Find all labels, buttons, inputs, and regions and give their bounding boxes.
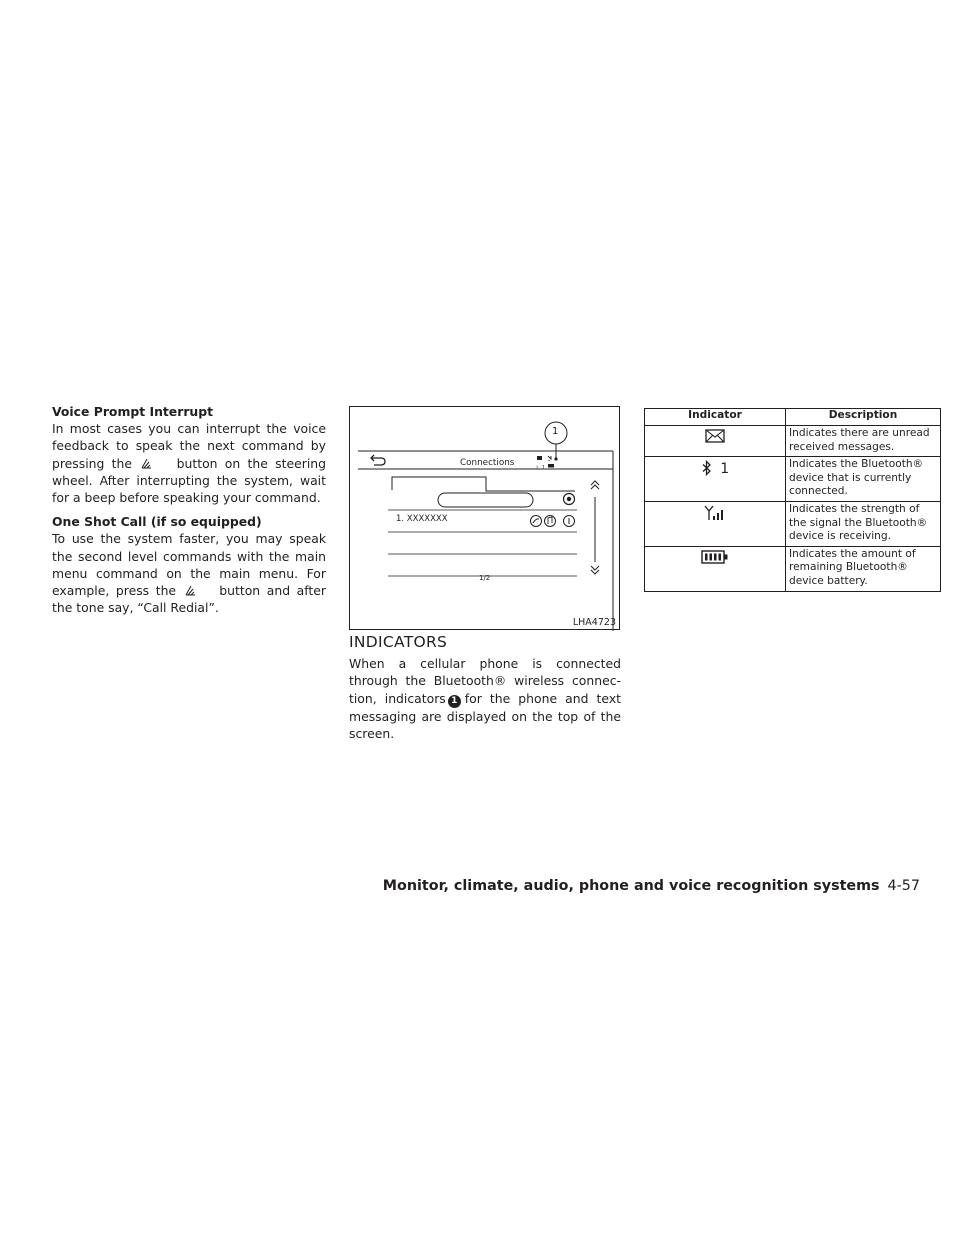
- description-cell: Indicates the strength of the signal the Bluetooth® device is receiving.: [786, 501, 941, 546]
- connections-screen-figure: [349, 406, 620, 630]
- bluetooth-device-number: 1: [720, 461, 730, 478]
- indicator-cell: [645, 426, 786, 457]
- indicator-cell: [645, 501, 786, 546]
- envelope-icon: [705, 429, 725, 443]
- list-item-label: 1. XXXXXXX: [396, 514, 448, 524]
- heading-voice-prompt-interrupt: Voice Prompt Interrupt: [52, 404, 214, 419]
- screen-title: Connections: [460, 458, 515, 468]
- paragraph-indicators: [349, 655, 621, 742]
- page-number: 4-57: [887, 878, 920, 894]
- table-row: [645, 426, 941, 457]
- svg-text:ᛒ: ᛒ: [536, 465, 540, 471]
- callout-badge: 1: [448, 695, 461, 708]
- paragraph-text-start: When a cellular phone is connected through the Bluetooth® wireless connec- tion, indicators: [349, 656, 621, 706]
- envelope-status-icon: [537, 456, 542, 460]
- description-cell: Indicates the Bluetooth® device that is currently connected.: [786, 457, 941, 502]
- talk-button-icon: [139, 456, 169, 470]
- signal-strength-icon: [704, 505, 726, 521]
- scroll-up-icon: [591, 481, 599, 489]
- paragraph-text-start: To use the system faster, you may speak the second level commands with the main menu command on the main menu. For example, press the: [52, 531, 326, 599]
- battery-status-icon: [548, 464, 554, 468]
- section-title: Monitor, climate, audio, phone and voice recognition systems: [382, 878, 880, 894]
- table-header-row: [645, 409, 941, 426]
- signal-status-icon: [548, 456, 551, 461]
- figure-drawing: [350, 407, 621, 631]
- scroll-down-icon: [591, 566, 599, 574]
- figure-code: LHA4723: [572, 617, 616, 628]
- callout-number: 1: [552, 426, 559, 437]
- heading-one-shot-call: One Shot Call (if so equipped): [52, 514, 262, 530]
- page-footer: [383, 878, 920, 894]
- bluetooth-icon: [701, 460, 713, 476]
- indicator-table: [644, 408, 941, 592]
- phone-icon: [531, 516, 542, 527]
- paragraph-text-end: for the phone and text messaging are displayed on the top of the screen.: [349, 690, 622, 741]
- heading-indicators: INDICATORS: [349, 633, 448, 651]
- paragraph-one-shot-call: [52, 530, 326, 616]
- svg-text:1: 1: [542, 465, 546, 471]
- column-header-description: Description: [786, 409, 941, 426]
- description-cell: Indicates the amount of remaining Bluetooth® device battery.: [786, 546, 941, 591]
- page-indicator: 1/2: [479, 574, 491, 582]
- paragraph-text-end: button on the steering wheel. After interrupting the system, wait for a beep before speaking your command.: [52, 455, 326, 506]
- callout-dot: [554, 457, 557, 460]
- indicator-cell: [645, 457, 786, 502]
- table-row: [645, 501, 941, 546]
- talk-button-icon: [183, 583, 213, 597]
- middle-column: [349, 634, 621, 749]
- paragraph-text-end: button and after the tone say, “Call Redial”.: [52, 583, 326, 616]
- column-header-indicator: Indicator: [645, 409, 786, 426]
- left-column: [52, 403, 326, 623]
- table-row: [645, 457, 941, 502]
- paragraph-voice-prompt-interrupt: [52, 420, 326, 506]
- paragraph-text-start: In most cases you can interrupt the voice feedback to speak the next command by pressing the: [52, 421, 326, 471]
- description-cell: Indicates there are unread received messages.: [786, 426, 941, 457]
- indicator-cell: [645, 546, 786, 591]
- battery-icon: [701, 550, 729, 564]
- table-row: [645, 546, 941, 591]
- back-arrow-icon: [371, 455, 385, 465]
